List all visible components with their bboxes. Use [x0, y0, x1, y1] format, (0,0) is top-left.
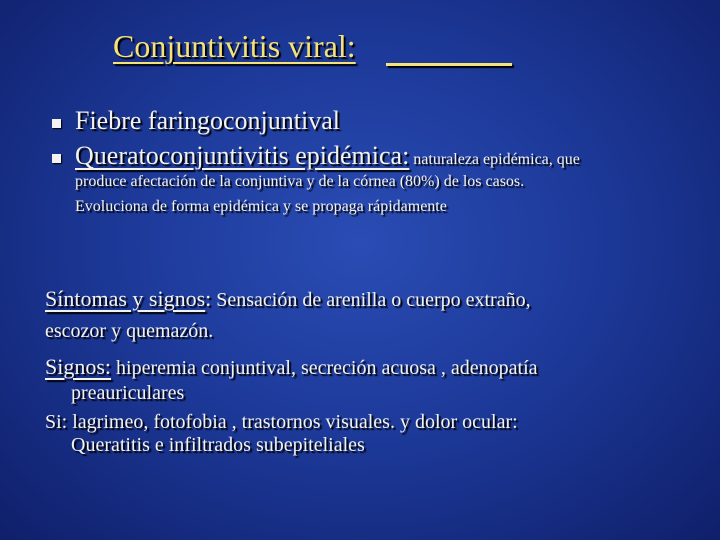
signos-line	[45, 354, 538, 380]
sintomas-text: Sensación de arenilla o cuerpo extraño,	[211, 289, 531, 311]
bullet-square-icon	[52, 154, 61, 163]
si-line-2: Queratitis e infiltrados subepiteliales	[71, 434, 365, 456]
title-underline-rule	[386, 63, 512, 66]
si-line-1: Si: lagrimeo, fotofobia , trastornos visuales. y dolor ocular:	[45, 411, 518, 433]
sintomas-line	[45, 286, 531, 312]
signos-text: hiperemia conjuntival, secreción acuosa , adenopatía	[111, 357, 538, 379]
item-label: Queratoconjuntivitis epidémica:	[75, 141, 410, 170]
signos-label: Signos:	[45, 354, 112, 379]
bullet-item-queratoconjuntivitis	[75, 141, 580, 171]
sintomas-continuation: escozor y quemazón.	[45, 320, 214, 342]
description-line-1: produce afectación de la conjuntiva y de la córnea (80%) de los casos.	[75, 173, 525, 190]
sintomas-label: Síntomas y signos	[45, 286, 206, 311]
bullet-square-icon	[52, 119, 61, 128]
description-line-2: Evoluciona de forma epidémica y se propaga rápidamente	[75, 198, 447, 215]
item-description: naturaleza epidémica, que	[413, 151, 580, 168]
sintomas-separator: :	[205, 286, 212, 311]
signos-continuation: preauriculares	[71, 382, 185, 404]
bullet-item-fiebre: Fiebre faringoconjuntival	[75, 106, 340, 135]
slide-title: Conjuntivitis viral:	[113, 28, 356, 64]
